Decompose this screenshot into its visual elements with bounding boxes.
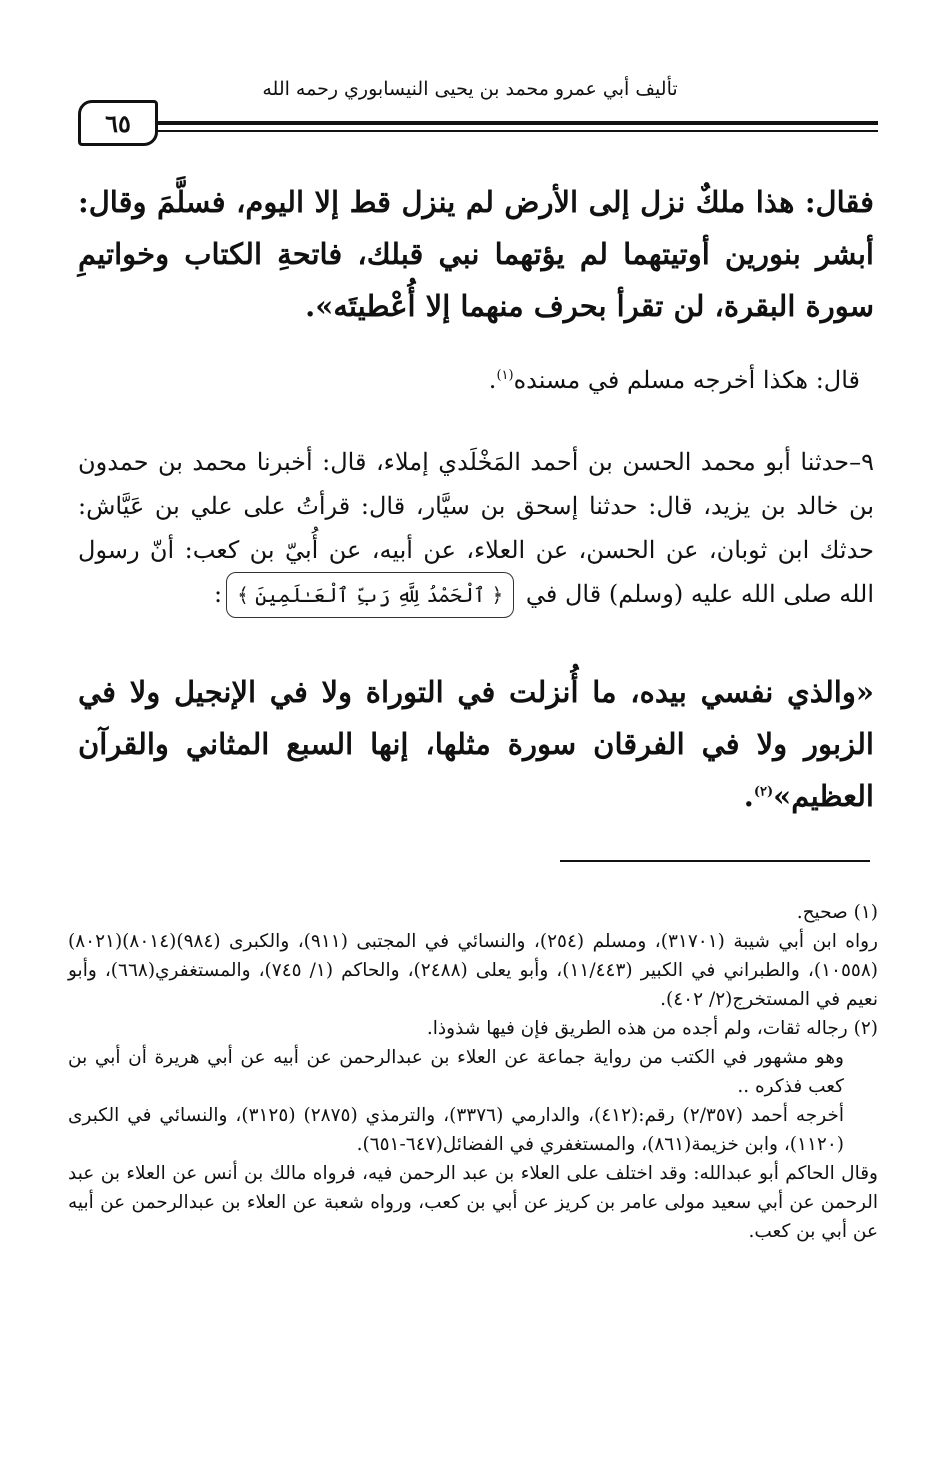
footnote-2-body-1: وهو مشهور في الكتب من رواية جماعة عن العلاء بن عبدالرحمن عن أبيه عن أبي هريرة أن أبي بن كعب فذكره ..	[68, 1047, 844, 1097]
footnote-2-title: (٢) رجاله ثقات، ولم أجده من هذه الطريق فإن فيها شذوذا.	[426, 1018, 878, 1039]
footnote-2-body-2: أخرجه أحمد (٢/٣٥٧) رقم:(٤١٢)، والدارمي (٣٣٧٦)، والترمذي (٢٨٧٥) (٣١٢٥)، والنسائي في الكبرى (١١٢٠)، وابن خزيمة(٨٦١)، والمستغفري في الفضائل(٦٤٧-٦٥١).	[68, 1105, 844, 1155]
footnote-separator	[560, 860, 870, 862]
footnote-ref-2[interactable]: (٢)	[753, 784, 774, 800]
header-rule-thin	[155, 130, 878, 132]
footnote-1-title: (١) صحيح.	[796, 902, 878, 923]
isnad-text: ٩–حدثنا أبو محمد الحسن بن أحمد المَخْلَدي إملاء، قال: أخبرنا محمد بن حمدون بن خالد بن يزيد، قال: حدثنا إسحق بن سيَّار، قال: قرأتُ على علي بن عَيَّاش: حدثك ابن ثوبان، عن الحسن، عن العلاء، عن أبيه، عن أُبيّ بن كعب: أنّ رسول الله صلى الله عليه (وسلم) قال في	[78, 448, 874, 608]
isnad-colon: :	[213, 580, 223, 608]
footnote-2-body-3: وقال الحاكم أبو عبدالله: وقد اختلف على العلاء بن عبد الرحمن فيه، فرواه مالك بن أنس عن العلاء بن عبد الرحمن عن أبي سعيد مولى عامر بن كريز عن أبي بن كعب، ورواه شعبة عن العلاء بن عبدالرحمن عن أبيه عن أبي بن كعب.	[68, 1163, 878, 1242]
page-number: ٦٥	[78, 100, 158, 146]
quran-verse-ornament: ﴿ ٱلْحَمْدُ لِلَّهِ رَبِّ ٱلْعَـٰلَمِينَ ﴾	[226, 572, 514, 618]
hadith-matn: «والذي نفسي بيده، ما أُنزلت في التوراة ولا في الإنجيل ولا في الزبور ولا في الفرقان سورة مثلها، إنها السبع المثاني والقرآن العظيم»$^{(٢)}$.	[78, 675, 874, 813]
header-rule-thick	[155, 121, 878, 125]
attribution-paragraph: قال: هكذا أخرجه مسلم في مسنده$^{(١)}$.	[488, 366, 860, 394]
running-header: تأليف أبي عمرو محمد بن يحيى النيسابوري رحمه الله	[262, 78, 678, 100]
hadith-matn-text: «والذي نفسي بيده، ما أُنزلت في التوراة ولا في الإنجيل ولا في الزبور ولا في الفرقان سورة مثلها، إنها السبع المثاني والقرآن العظيم»	[78, 675, 874, 813]
attribution-text: قال: هكذا أخرجه مسلم في مسنده	[513, 366, 860, 394]
isnad-paragraph	[78, 440, 874, 618]
hadith-continuation: فقال: هذا ملكٌ نزل إلى الأرض لم ينزل قط إلا اليوم، فسلَّمَ وقال: أبشر بنورين أوتيتهما لم يؤتهما نبي قبلك، فاتحةِ الكتاب وخواتيمِ سورة البقرة، لن تقرأ بحرف منهما إلا أُعْطيتَه».	[78, 185, 874, 323]
footnotes	[68, 898, 878, 1246]
footnote-1-body: رواه ابن أبي شيبة (٣١٧٠١)، ومسلم (٢٥٤)، والنسائي في المجتبى (٩١١)، والكبرى (٩٨٤)(٨٠١٤)(٨٠٢١)(١٠٥٥٨)، والطبراني في الكبير (١١/٤٤٣)، وأبو يعلى (٢٤٨٨)، والحاكم (١/ ٧٤٥)، والمستغفري(٦٦٨)، وأبو نعيم في المستخرج(٢/ ٤٠٢).	[68, 931, 878, 1010]
footnote-ref-1[interactable]: (١)	[496, 368, 514, 383]
